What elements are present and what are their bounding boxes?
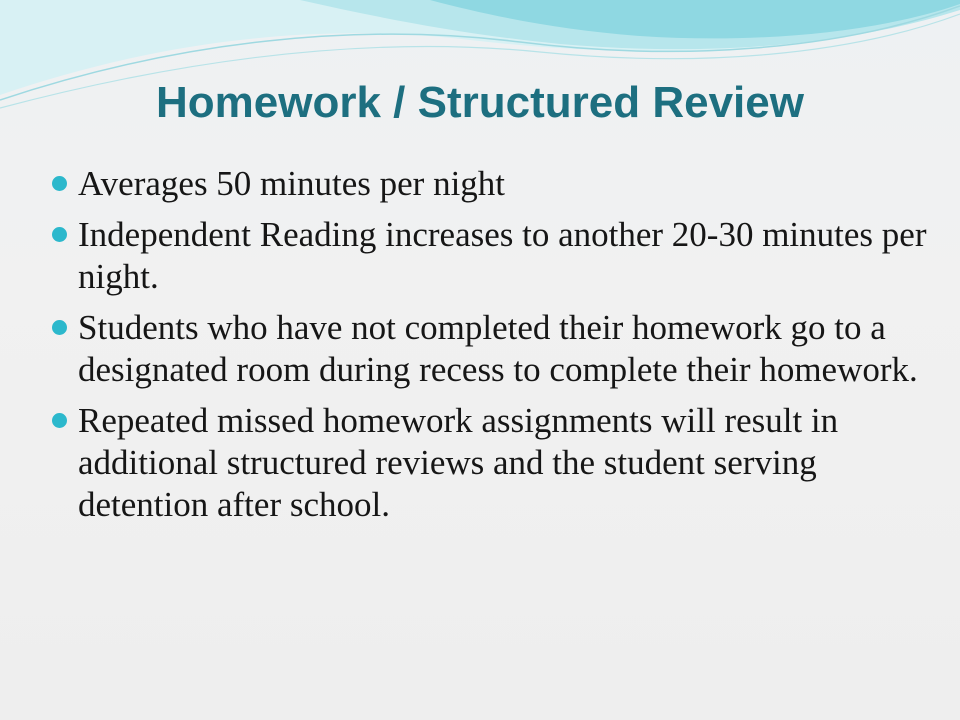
- bullet-text: Repeated missed homework assignments will result in additional structured reviews and the student serving detention after school.: [78, 401, 839, 524]
- slide-title: Homework / Structured Review: [156, 78, 804, 127]
- bullet-text: Averages 50 minutes per night: [78, 164, 506, 203]
- bullet-list: [48, 163, 928, 535]
- bullet-dot-icon: [52, 413, 67, 428]
- bullet-item: [48, 214, 928, 298]
- bullet-dot-icon: [52, 176, 67, 191]
- bullet-text: Independent Reading increases to another 20-30 minutes per night.: [78, 215, 927, 296]
- bullet-item: [48, 307, 928, 391]
- bullet-item: [48, 400, 928, 526]
- bullet-item: [48, 163, 928, 205]
- bullet-dot-icon: [52, 227, 67, 242]
- bullet-text: Students who have not completed their homework go to a designated room during recess to complete their homework.: [78, 308, 918, 389]
- bullet-dot-icon: [52, 320, 67, 335]
